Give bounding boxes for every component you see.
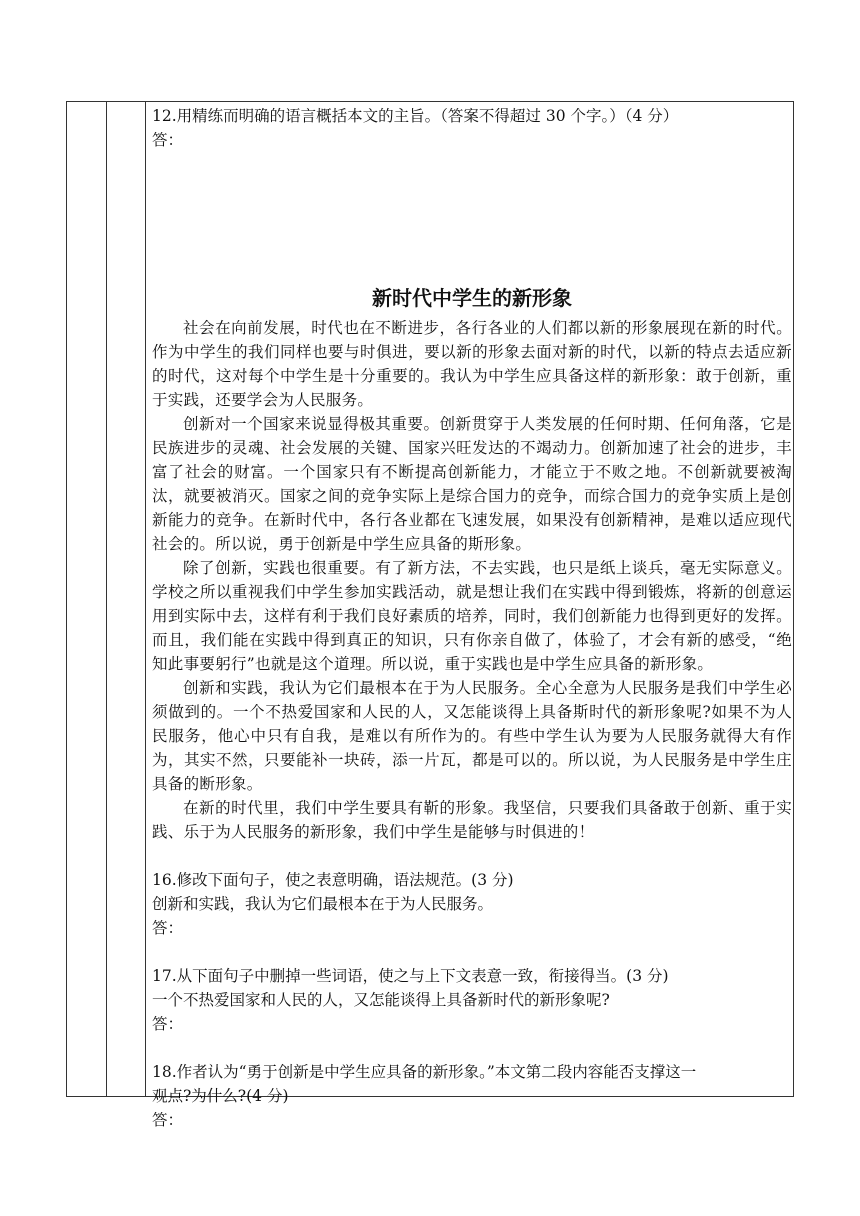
q18-prompt-line-2: 观点?为什么?(4 分): [152, 1087, 289, 1105]
table-column-divider: [145, 101, 146, 1097]
q16-answer-label: 答：: [152, 919, 184, 937]
spacer: [152, 844, 792, 868]
q17-answer-label: 答：: [152, 1015, 184, 1033]
essay-paragraph-4: 创新和实践，我认为它们最根本在于为人民服务。全心全意为人民服务是我们中学生必须做到的。一个不热爱国家和人民的人，又怎能谈得上具备斯时代的新形象呢?如果不为人民服务，他心中只有自我，是难以有所作为的。有些中学生认为要为人民服务就得大有作为，其实不然，只要能补一块砖，添一片瓦，都是可以的。所以说，为人民服务是中学生庄具备的断形象。: [152, 679, 793, 793]
q12-prompt: 12.用精练而明确的语言概括本文的主旨。（答案不得超过 30 个字。）（4 分）: [152, 107, 679, 125]
table-column-divider: [106, 101, 107, 1097]
essay-paragraph-3: 除了创新，实践也很重要。有了新方法，不去实践，也只是纸上谈兵，毫无实际意义。学校之所以重视我们中学生参加实践活动，就是想让我们在实践中得到锻炼，将新的创意运用到实际中去，这样有利于我们良好素质的培养，同时，我们创新能力也得到更好的发挥。而且，我们能在实践中得到真正的知识，只有你亲自做了，体验了，才会有新的感受，“绝知此事要躬行”也就是这个道理。所以说，重于实践也是中学生应具备的新形象。: [152, 559, 792, 673]
essay-paragraph-2: 创新对一个国家来说显得极其重要。创新贯穿于人类发展的任何时期、任何角落，它是民族进步的灵魂、社会发展的关键、国家兴旺发达的不竭动力。创新加速了社会的进步，丰富了社会的财富。一个国家只有不断提高创新能力，才能立于不败之地。不创新就要被淘汰，就要被消灭。国家之间的竞争实际上是综合国力的竞争，而综合国力的竞争实质上是创新能力的竞争。在新时代中，各行各业都在飞速发展，如果没有创新精神，是难以适应现代社会的。所以说，勇于创新是中学生应具备的斯形象。: [152, 415, 792, 553]
spacer: [152, 1036, 792, 1060]
q16-sentence: 创新和实践，我认为它们最根本在于为人民服务。: [152, 895, 494, 913]
q17-sentence: 一个不热爱国家和人民的人，又怎能谈得上具备新时代的新形象呢?: [152, 991, 610, 1009]
essay-paragraph-5: 在新的时代里，我们中学生要具有靳的形象。我坚信，只要我们具备敢于创新、重于实践、乐于为人民服务的新形象，我们中学生是能够与时俱进的！: [152, 799, 792, 841]
q12-answer-label: 答：: [152, 131, 184, 149]
q17-prompt: 17.从下面句子中删掉一些词语，使之与上下文表意一致，衔接得当。(3 分): [152, 967, 669, 985]
essay-title: 新时代中学生的新形象: [372, 286, 572, 310]
question-cell: [152, 104, 792, 1132]
spacer: [152, 940, 792, 964]
q16-prompt: 16.修改下面句子，使之表意明确，语法规范。(3 分): [152, 871, 514, 889]
q18-prompt-line-1: 18.作者认为“勇于创新是中学生应具备的新形象。”本文第二段内容能否支撑这一: [152, 1063, 697, 1081]
essay-paragraph-1: 社会在向前发展，时代也在不断进步，各行各业的人们都以新的形象展现在新的时代。作为中学生的我们同样也要与时俱进，要以新的形象去面对新的时代，以新的特点去适应新的时代，这对每个中学生是十分重要的。我认为中学生应具备这样的新形象：敢于创新，重于实践，还要学会为人民服务。: [152, 319, 792, 409]
answer-space: [152, 152, 792, 272]
q18-answer-label: 答：: [152, 1111, 184, 1129]
